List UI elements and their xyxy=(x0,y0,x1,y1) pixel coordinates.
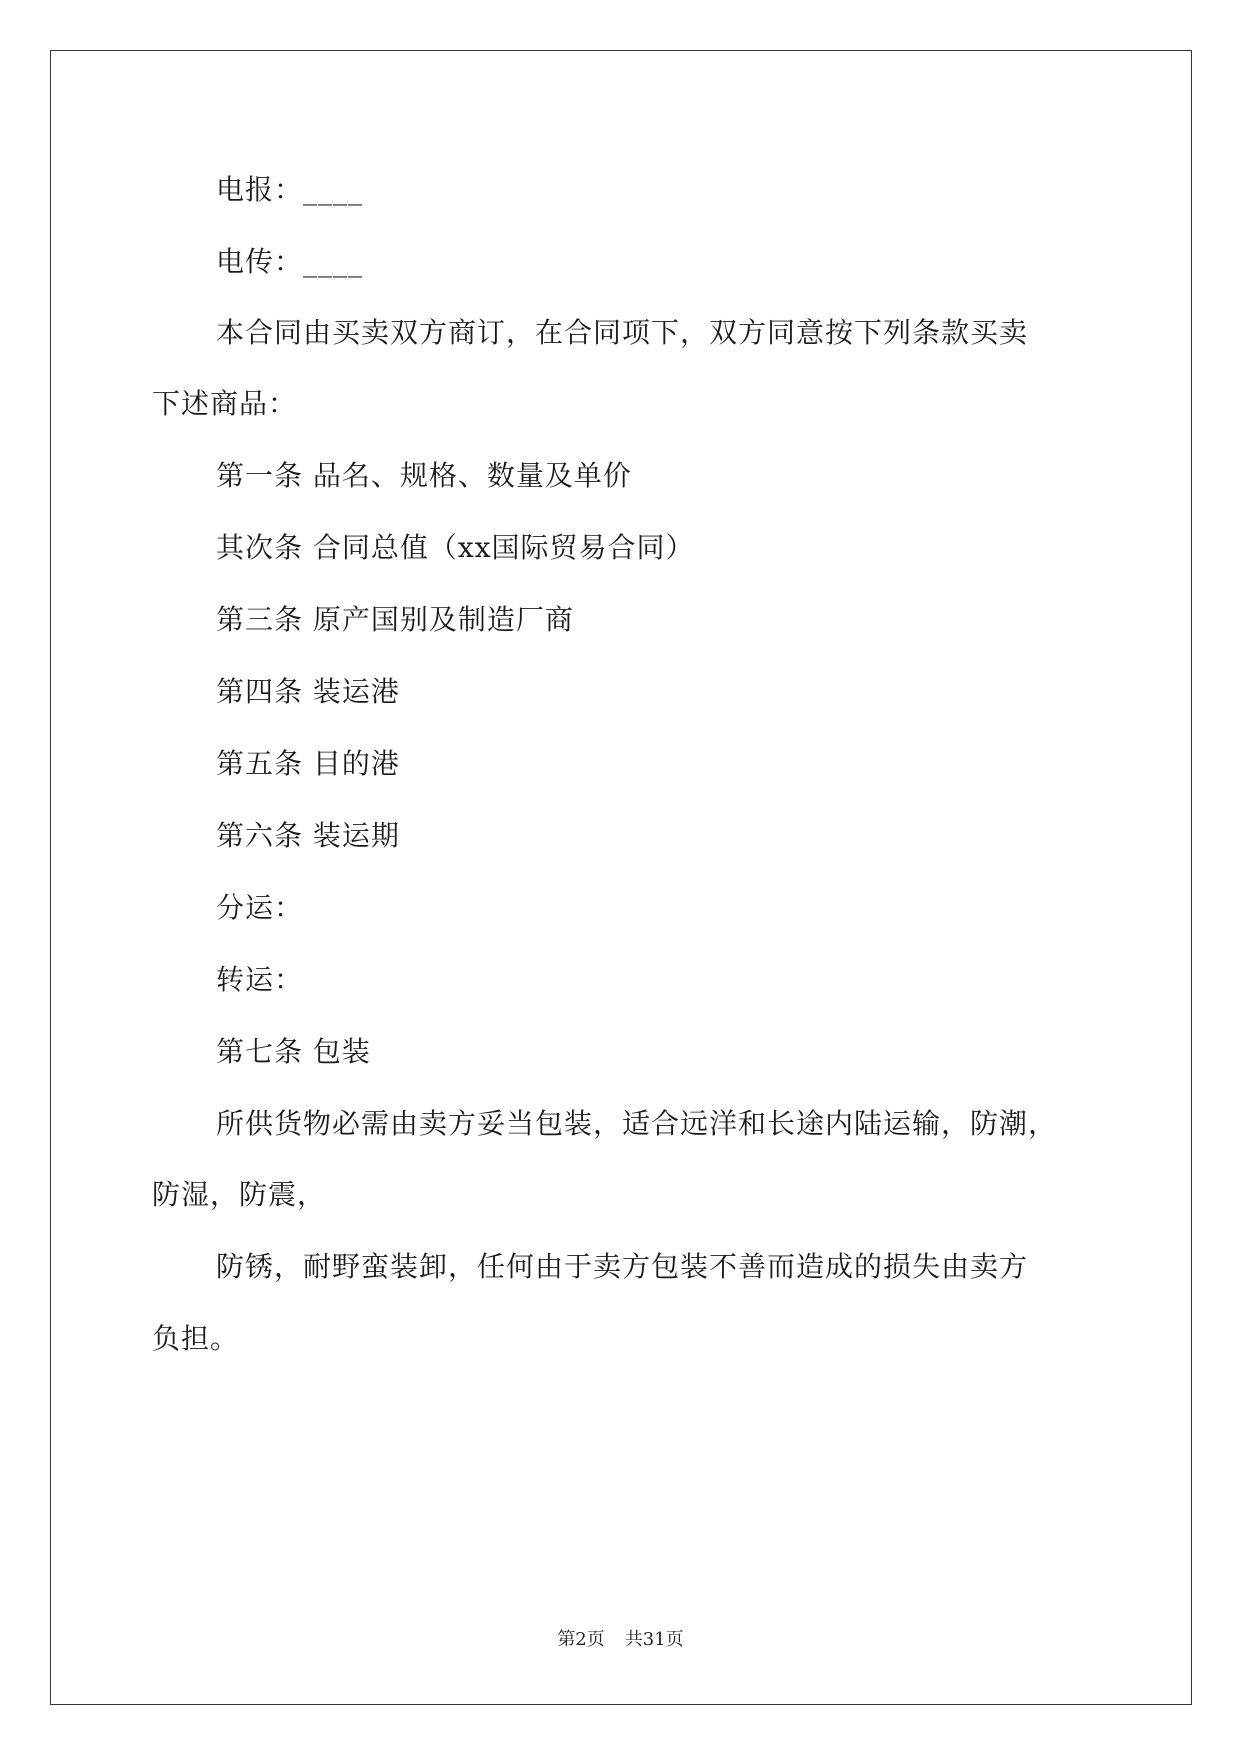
clause-heading: 第六条 装运期 xyxy=(216,819,400,852)
clause-heading: 第七条 包装 xyxy=(216,1035,371,1068)
clause-heading: 第四条 装运港 xyxy=(216,675,400,708)
telex-line: 电传：____ xyxy=(216,245,364,278)
paragraph-line: 防湿，防震， xyxy=(152,1178,327,1211)
clause-heading: 第三条 原产国别及制造厂商 xyxy=(216,603,574,636)
clause-heading: 其次条 合同总值（xx国际贸易合同） xyxy=(216,531,695,564)
telegram-line: 电报：____ xyxy=(216,173,364,206)
field-line: 分运： xyxy=(216,891,304,924)
paragraph-line: 本合同由买卖双方商订，在合同项下，双方同意按下列条款买卖 xyxy=(216,316,1029,349)
clause-heading: 第五条 目的港 xyxy=(216,747,400,780)
page-number: 第2页 xyxy=(557,1629,605,1650)
paragraph-line: 所供货物必需由卖方妥当包装，适合远洋和长途内陆运输，防潮， xyxy=(216,1107,1058,1140)
paragraph-line: 下述商品： xyxy=(152,387,298,420)
paragraph-line: 防锈，耐野蛮装卸，任何由于卖方包装不善而造成的损失由卖方 xyxy=(216,1250,1029,1283)
field-line: 转运： xyxy=(216,963,304,996)
page-frame xyxy=(50,50,1192,1705)
page-total: 共31页 xyxy=(624,1629,684,1650)
paragraph-line: 负担。 xyxy=(152,1322,240,1355)
clause-heading: 第一条 品名、规格、数量及单价 xyxy=(216,459,632,492)
page-footer xyxy=(0,1628,1241,1652)
